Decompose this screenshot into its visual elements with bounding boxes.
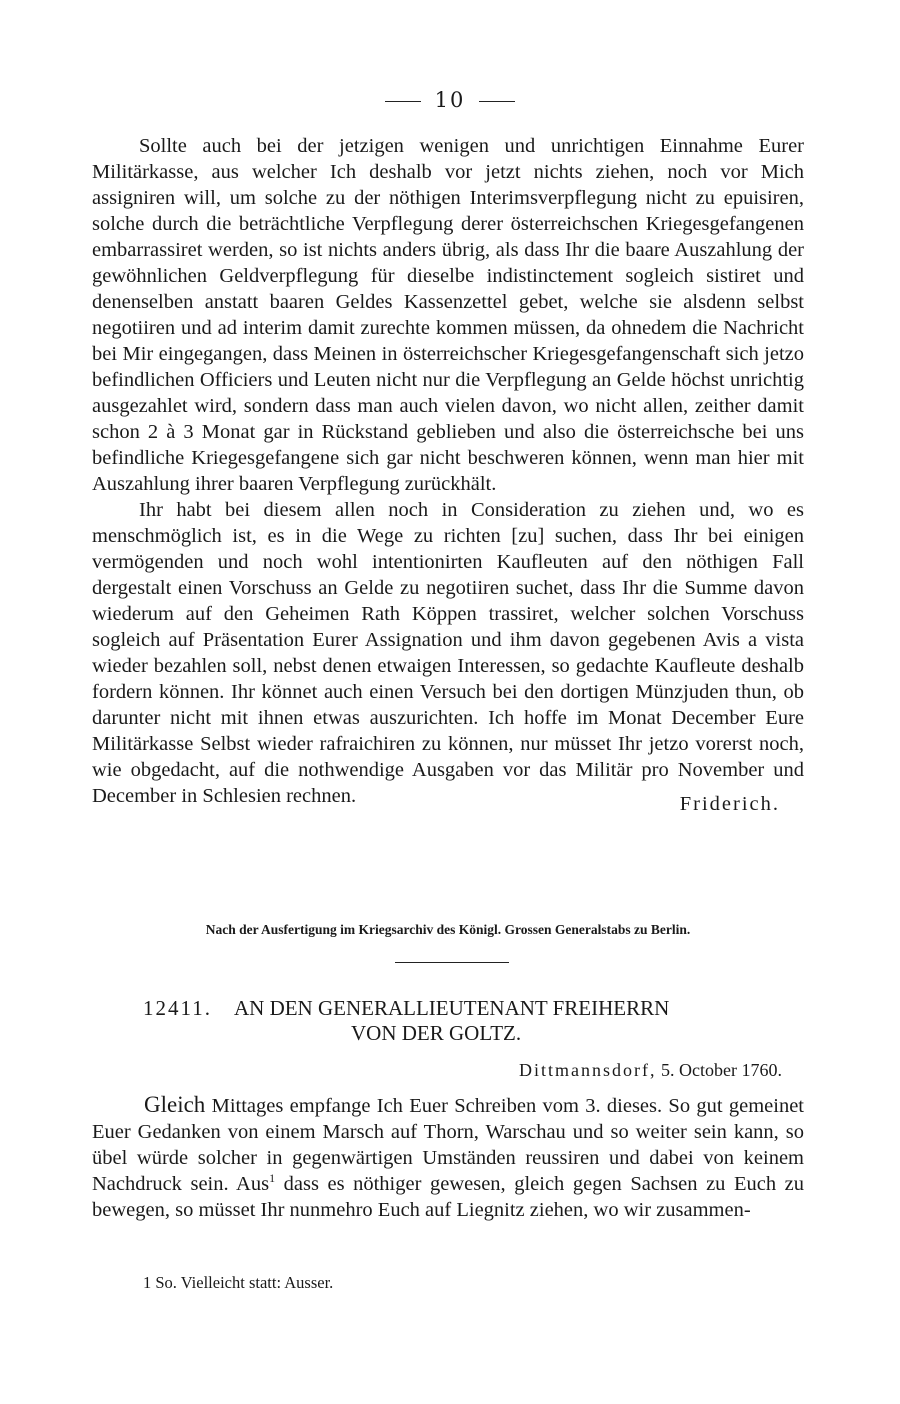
letter-heading — [143, 996, 783, 1046]
header-rule-right — [479, 101, 515, 102]
footnote-mark: 1 — [143, 1273, 152, 1292]
letter-text-b: dass es nöthiger gewesen, gleich gegen Sachsen zu Euch zu bewegen, so müsset Ihr nunmehro Euch auf Liegnitz ziehen, wo wir zusammen- — [92, 1173, 804, 1221]
letter-text-a: Mittages empfange Ich Euer Schreiben vom 3. dieses. So gut gemeinet Euer Gedanken von einem Marsch auf Thorn, Warschau und so weiter sein kann, so übel würde solcher in gegenwärtigen Umständen reussiren und dabei von keinem Nachdruck sein. Aus — [92, 1095, 804, 1195]
page-header — [0, 88, 900, 112]
place-date — [519, 1060, 782, 1081]
paragraph-1: Sollte auch bei der jetzigen wenigen und unrichtigen Einnahme Eurer Militärkasse, aus welcher Ich deshalb vor jetzt nichts ziehen, noch vor Mich assigniren will, um solche zu der nöthigen Interimsverpflegung nicht zu epuisiren, solche durch die beträchtliche Verpflegung derer österreichschen Kriegesgefangenen embarrassiret werden, so ist nichts anders übrig, als dass Ihr die baare Auszahlung der gewöhnlichen Geldverpflegung für dieselbe indistinctement sogleich sistiret und denenselben anstatt baaren Geldes Kassenzettel gebet, welche sie alsdenn selbst negotiiren und ad interim damit zurechte kommen müssen, da ohnedem die Nachricht bei Mir eingegangen, dass Meinen in österreichscher Kriegesgefangenschaft sich jetzo befindlichen Officiers und Leuten nicht nur die Verpflegung an Gelde höchst unrichtig ausgezahlet wird, sondern dass man auch vielen davon, wo nicht allen, zeither damit schon 2 à 3 Monat gar in Rückstand geblieben und also die österreichsche bei uns befindliche Kriegesgefangene sich gar nicht beschweren können, wenn man hier mit Auszahlung ihrer baaren Verpflegung zurückhält. — [92, 135, 804, 495]
letter-paragraph — [92, 1092, 804, 1223]
letter-number: 12411. — [143, 996, 212, 1020]
letter-heading-title-1: AN DEN GENERALLIEUTENANT FREIHERRN — [233, 996, 670, 1020]
page-number: 10 — [434, 88, 466, 112]
paragraph-2: Ihr habt bei diesem allen noch in Consideration zu ziehen und, wo es menschmöglich ist, es in die Wege zu richten [zu] suchen, dass Ihr bei einigen vermögenden und noch wohl intentionirten Kaufleuten auf den nöthigen Fall dergestalt einen Vorschuss an Gelde zu negotiiren suchet, dass Ihr die Summe davon wiederum auf den Geheimen Rath Köppen trassiret, welcher solchen Vorschuss sogleich auf Präsentation Eurer Assignation und ihm davon gegebenen Avis a vista wieder bezahlen soll, nebst denen etwaigen Interessen, so gedachte Kaufleute deshalb fordern können. Ihr könnet auch einen Versuch bei den dortigen Münzjuden thun, ob darunter nicht mit ihnen etwas auszurichten. Ich hoffe im Monat December Eure Militärkasse Selbst wieder rafraichiren zu können, nur müsset Ihr jetzo vorerst noch, wie obgedacht, auf die nothwendige Ausgaben vor das Militär pro November und December in Schlesien rechnen. — [92, 499, 804, 807]
place: Dittmannsdorf, — [519, 1060, 657, 1080]
letter-body — [92, 1092, 804, 1223]
letter-heading-line-1 — [143, 996, 783, 1021]
first-word: Gleich — [144, 1092, 206, 1117]
signature: Friderich. — [679, 793, 780, 815]
footnote-text: So. Vielleicht statt: Ausser. — [155, 1273, 334, 1292]
letter-heading-line-2: VON DER GOLTZ. — [351, 1021, 522, 1045]
previous-letter-body — [92, 133, 804, 817]
date: 5. October 1760. — [661, 1060, 782, 1080]
header-rule-left — [385, 101, 421, 102]
source-note: Nach der Ausfertigung im Kriegsarchiv des Königl. Grossen Generalstabs zu Berlin. — [205, 922, 691, 937]
footnote-marker: 1 — [269, 1171, 276, 1186]
section-separator — [395, 962, 509, 963]
footnote — [143, 1273, 333, 1293]
